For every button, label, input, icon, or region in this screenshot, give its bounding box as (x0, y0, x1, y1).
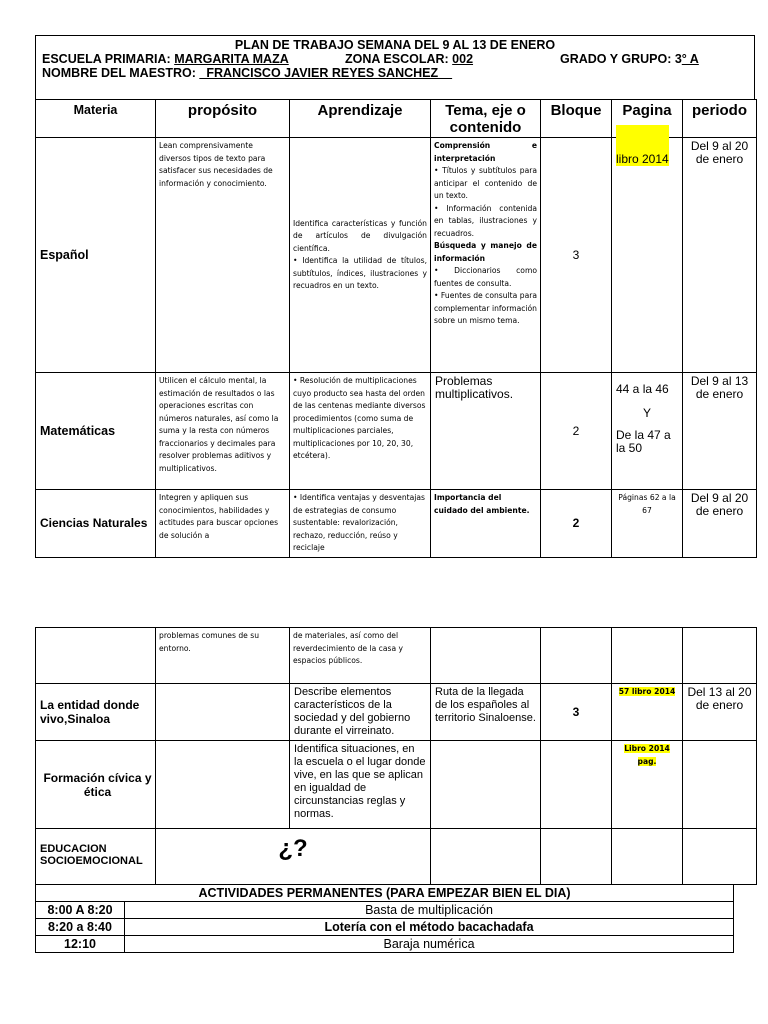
tema-espanol-heading-1: Comprensión e interpretación (434, 141, 537, 163)
activity-time: 8:20 a 8:40 (36, 919, 125, 936)
plan-header (35, 35, 755, 99)
tema-espanol-3: • Diccionarios como fuentes de consulta. (434, 266, 537, 288)
col-bloque: Bloque (541, 100, 612, 138)
periodo-socio (683, 829, 757, 885)
proposito-matematicas: Utilicen el cálculo mental, la estimación de resultados o las operaciones escritas con números naturales, así como la suma y la resta con números fraccionarios y decimales para resolver problemas aditivos y multiplicativos. (156, 373, 290, 490)
periodo-matematicas: Del 9 al 13 de enero (683, 373, 757, 490)
bloque-socio (541, 829, 612, 885)
col-aprendizaje: Aprendizaje (290, 100, 431, 138)
pagina-matematicas-2: Y (642, 406, 651, 420)
pagina-civica (612, 741, 683, 829)
zone-value: 002 (452, 52, 474, 66)
aprendizaje-ciencias: • Identifica ventajas y desventajas de estrategias de consumo sustentable: revalorización, rechazo, reducción, reúso y reciclaje (290, 490, 431, 558)
aprendizaje-civica: Identifica situaciones, en la escuela o el lugar donde vive, en las que se aplican en igualdad de circunstancias reglas y normas. (290, 741, 431, 829)
proposito-entidad (156, 684, 290, 741)
subject-matematicas: Matemáticas (36, 373, 156, 490)
teacher-label: NOMBRE DEL MAESTRO: (42, 66, 200, 80)
plan-table-continued (35, 627, 757, 885)
pagina-espanol (612, 138, 683, 373)
proposito-espanol: Lean comprensivamente diversos tipos de texto para satisfacer sus necesidades de información y conocimiento. (156, 138, 290, 373)
table-row (36, 684, 757, 741)
proposito-socio: ¿? (156, 829, 431, 885)
subject-ciencias: Ciencias Naturales (36, 490, 156, 558)
tema-ciencias: Importancia del cuidado del ambiente. (431, 490, 541, 558)
pagina-entidad-text: 57 libro 2014 (618, 687, 676, 696)
table-row (36, 490, 757, 558)
tema-espanol-2: • Información contenida en tablas, ilustraciones y recuadros. (434, 203, 537, 238)
col-tema: Tema, eje o contenido (431, 100, 541, 138)
tema-espanol-4: • Fuentes de consulta para complementar información sobre un mismo tema. (434, 291, 537, 325)
zone-label: ZONA ESCOLAR: (345, 52, 453, 66)
proposito-civica (156, 741, 290, 829)
col-proposito: propósito (156, 100, 290, 138)
bloque-matematicas: 2 (541, 373, 612, 490)
table-row (36, 628, 757, 684)
subject-ciencias-cont (36, 628, 156, 684)
proposito-ciencias: Integren y apliquen sus conocimientos, habilidades y actitudes para buscar opciones de solución a (156, 490, 290, 558)
pagina-ciencias-cont (612, 628, 683, 684)
pagina-matematicas-3: De la 47 a la 50 (616, 428, 671, 455)
school-label: ESCUELA PRIMARIA: (42, 52, 175, 66)
table-row (36, 373, 757, 490)
plan-table (35, 99, 757, 558)
col-pagina: Pagina (612, 100, 683, 138)
tema-espanol (431, 138, 541, 373)
col-periodo: periodo (683, 100, 757, 138)
subject-civica: Formación cívica y ética (36, 741, 156, 829)
table-row (36, 829, 757, 885)
subject-entidad: La entidad donde vivo,Sinaloa (36, 684, 156, 741)
activity-row (36, 919, 734, 936)
grade-field (560, 52, 699, 66)
teacher-value: _FRANCISCO JAVIER REYES SANCHEZ__ (199, 66, 453, 80)
activity-row (36, 902, 734, 919)
periodo-civica (683, 741, 757, 829)
activity-row (36, 936, 734, 953)
grade-label: GRADO Y GRUPO: 3 (560, 52, 682, 66)
plan-title: PLAN DE TRABAJO SEMANA DEL 9 AL 13 DE ENERO (234, 38, 556, 52)
periodo-espanol: Del 9 al 20 de enero (683, 138, 757, 373)
aprendizaje-espanol-2: • Identifica la utilidad de títulos, subtítulos, índices, ilustraciones y recuadros en un texto. (293, 256, 427, 290)
teacher-line (42, 66, 452, 80)
proposito-ciencias-cont: problemas comunes de su entorno. (156, 628, 290, 684)
tema-espanol-heading-2: Búsqueda y manejo de información (434, 241, 537, 263)
periodo-ciencias-cont (683, 628, 757, 684)
table-row (36, 741, 757, 829)
aprendizaje-matematicas: • Resolución de multiplicaciones cuyo producto sea hasta del orden de las centenas mediante diversos procedimientos (como suma de multiplicaciones parciales, multiplicaciones por 10, 20, 30, etcétera). (290, 373, 431, 490)
subject-espanol: Español (36, 138, 156, 373)
subject-socio: EDUCACION SOCIOEMOCIONAL (36, 829, 156, 885)
grade-value: ° A (681, 52, 699, 66)
bloque-ciencias-cont (541, 628, 612, 684)
pagina-matematicas-1: 44 a la 46 (616, 382, 669, 396)
aprendizaje-entidad: Describe elementos característicos de la sociedad y del gobierno durante el virreinato. (290, 684, 431, 741)
bloque-civica (541, 741, 612, 829)
table-row (36, 138, 757, 373)
aprendizaje-espanol-1: Identifica características y función de artículos de divulgación científica. (293, 218, 427, 253)
pagina-espanol-text: 79 a la 84 libro 2014 (616, 125, 669, 166)
periodo-ciencias: Del 9 al 20 de enero (683, 490, 757, 558)
activities-table (35, 884, 734, 953)
activity-name: Lotería con el método bacachadafa (125, 919, 734, 936)
aprendizaje-ciencias-cont: de materiales, así como del reverdecimiento de la casa y espacios públicos. (290, 628, 431, 684)
activity-name: Basta de multiplicación (125, 902, 734, 919)
school-line (42, 52, 699, 66)
pagina-civica-text: Libro 2014 pag. (624, 744, 670, 766)
pagina-entidad (612, 684, 683, 741)
periodo-entidad: Del 13 al 20 de enero (683, 684, 757, 741)
col-materia: Materia (36, 100, 156, 138)
pagina-ciencias: Páginas 62 a la 67 (612, 490, 683, 558)
aprendizaje-espanol (290, 138, 431, 373)
activities-title: ACTIVIDADES PERMANENTES (PARA EMPEZAR BIEN EL DIA) (36, 885, 734, 902)
tema-civica (431, 741, 541, 829)
tema-socio (431, 829, 541, 885)
bloque-ciencias: 2 (541, 490, 612, 558)
bloque-entidad: 3 (541, 684, 612, 741)
tema-espanol-1: • Títulos y subtítulos para anticipar el contenido de un texto. (434, 166, 537, 200)
zone-field (345, 52, 473, 66)
tema-ciencias-cont (431, 628, 541, 684)
activity-time: 8:00 A 8:20 (36, 902, 125, 919)
school-value: MARGARITA MAZA (174, 52, 289, 66)
pagina-matematicas (612, 373, 683, 490)
tema-matematicas: Problemas multiplicativos. (431, 373, 541, 490)
bloque-espanol: 3 (541, 138, 612, 373)
tema-entidad: Ruta de la llegada de los españoles al territorio Sinaloense. (431, 684, 541, 741)
activity-time: 12:10 (36, 936, 125, 953)
activity-name: Baraja numérica (125, 936, 734, 953)
pagina-socio (612, 829, 683, 885)
